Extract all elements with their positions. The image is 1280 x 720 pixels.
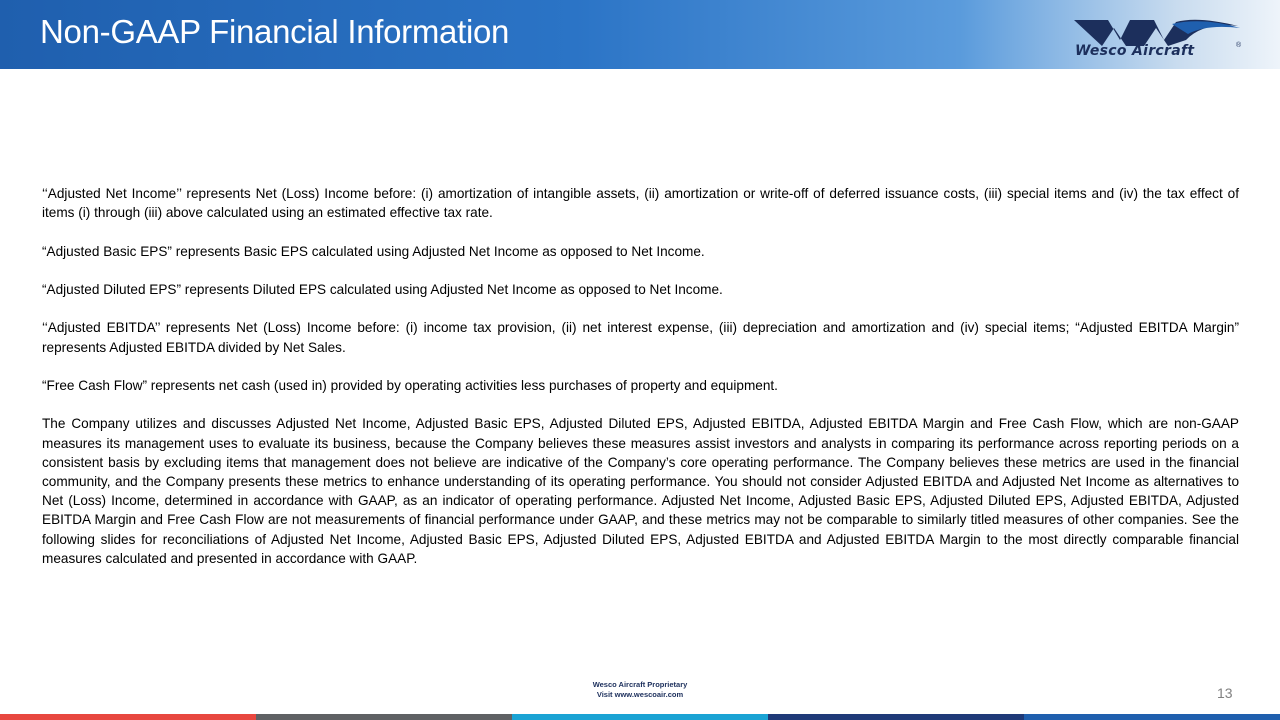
paragraph-adjusted-net-income: ‘‘Adjusted Net Income’’ represents Net (Loss) Income before: (i) amortization of intangible assets, (ii) amortization or write-off of deferred issuance costs, (iii) special items and (iv) the tax effect of items (i) through (iii) above calculated using an estimated effective tax rate.	[42, 186, 1239, 221]
slide-title: Non-GAAP Financial Information	[40, 13, 510, 50]
footer-note	[540, 680, 740, 700]
footer-website-link[interactable]: Visit www.wescoair.com	[596, 690, 684, 699]
paragraph-adjusted-diluted-eps: “Adjusted Diluted EPS” represents Diluted EPS calculated using Adjusted Net Income as opposed to Net Income.	[42, 281, 723, 297]
page-number: 13	[1217, 685, 1233, 701]
footer-proprietary: Wesco Aircraft Proprietary	[592, 680, 688, 689]
logo-wordmark: Wesco Aircraft	[1075, 43, 1195, 59]
registered-mark: ®	[1236, 42, 1242, 49]
bottom-color-bar	[0, 714, 1280, 720]
paragraph-adjusted-basic-eps: “Adjusted Basic EPS” represents Basic EPS calculated using Adjusted Net Income as opposed to Net Income.	[42, 243, 705, 259]
paragraph-non-gaap-usage: The Company utilizes and discusses Adjusted Net Income, Adjusted Basic EPS, Adjusted Diluted EPS, Adjusted EBITDA, Adjusted EBITDA Margin and Free Cash Flow, which are non-GAAP measures its management uses to evaluate its business, because the Company believes these measures assist investors and analysts in comparing its performance across reporting periods on a consistent basis by excluding items that management does not believe are indicative of the Company’s core operating performance. The Company believes these metrics are used in the financial community, and the Company presents these metrics to enhance understanding of its operating performance. You should not consider Adjusted EBITDA and Adjusted Net Income as alternatives to Net (Loss) Income, determined in accordance with GAAP, as an indicator of operating performance. Adjusted Net Income, Adjusted Basic EPS, Adjusted Diluted EPS, Adjusted EBITDA, Adjusted EBITDA Margin and Free Cash Flow are not measurements of financial performance under GAAP, and these metrics may not be comparable to similarly titled measures of other companies. See the following slides for reconciliations of Adjusted Net Income, Adjusted Basic EPS, Adjusted Diluted EPS, Adjusted EBITDA and Adjusted EBITDA Margin to the most directly comparable financial measures calculated and presented in accordance with GAAP.	[42, 416, 1239, 566]
bar-segment-blue	[1024, 714, 1280, 720]
paragraph-free-cash-flow: “Free Cash Flow” represents net cash (used in) provided by operating activities less purchases of property and equipment.	[42, 377, 778, 393]
definitions-body	[42, 184, 1239, 587]
bar-segment-navy	[768, 714, 1024, 720]
bar-segment-red	[0, 714, 256, 720]
bar-segment-cyan	[512, 714, 768, 720]
paragraph-adjusted-ebitda: ‘‘Adjusted EBITDA’’ represents Net (Loss) Income before: (i) income tax provision, (ii) net interest expense, (iii) depreciation and amortization and (iv) special items; “Adjusted EBITDA Margin” represents Adjusted EBITDA divided by Net Sales.	[42, 320, 1239, 355]
bar-segment-gray	[256, 714, 512, 720]
